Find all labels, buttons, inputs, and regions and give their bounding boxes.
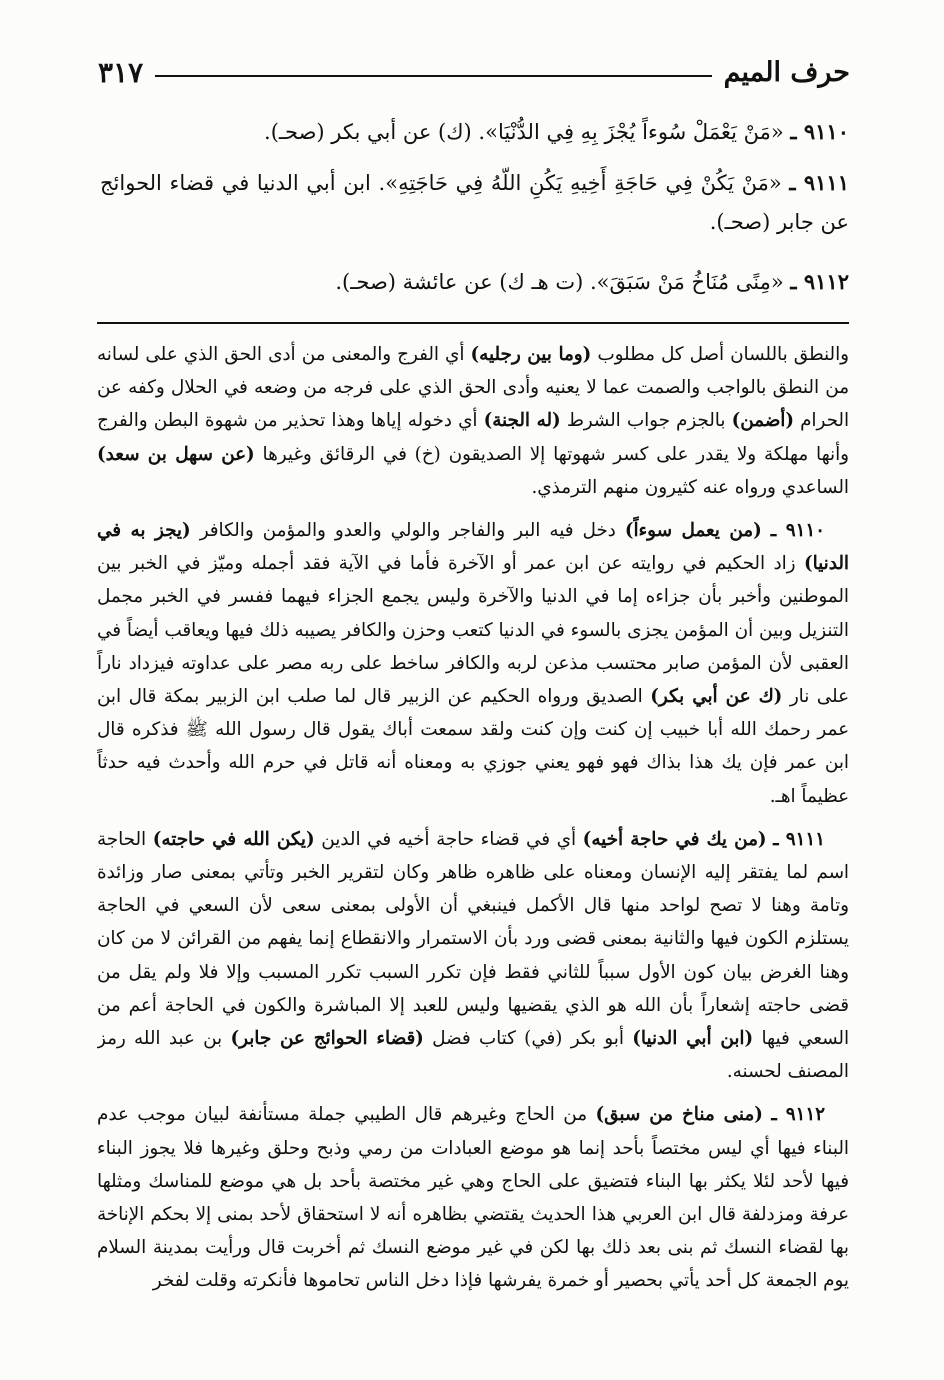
commentary-paragraph: [97, 514, 849, 813]
commentary-paragraph: [97, 1098, 849, 1297]
running-header: [98, 52, 850, 92]
hadith-number: ٩١١٢ ـ: [790, 269, 849, 294]
chapter-title: حرف الميم: [723, 56, 850, 88]
quoted-phrase: (يكن الله في حاجته): [152, 828, 315, 850]
commentary-number: ٩١١٢ ـ: [771, 1104, 825, 1126]
commentary-text: من الحاج وغيرهم قال الطيبي جملة مستأنفة لبيان موجب عدم البناء فيها أي ليس مختصاً بأحد إنما هو موضع العبادات من رمي وذبح وحلق وغيرها فلا يجوز البناء فيها لأحد لئلا يكثر بها البناء فتضيق على الحاج وهي غير مختصة بأحد بل هي موضع للمناسك ومثلها عرفة ومزدلفة قال ابن العربي هذا الحديث يقتضي بظاهره أنه لا استحقاق لأحد بمنى إلا بحكم الإناخة بها لقضاء النسك ثم بنى بعد ذلك بها لكن في غير موضع النسك ثم أخربت قال ورأيت بمدينة السلام يوم الجمعة كل أحد يأتي بحصير أو خمرة يفرشها فإذا دخل الناس تحاموها فأنكرته وقلت لفخر: [97, 1104, 849, 1292]
commentary: [97, 338, 849, 1310]
commentary-text: أي الفرج والمعنى من أدى الحق الذي على لسانه من النطق بالواجب والصمت عما لا يعنيه وأدى الحق الذي على فرجه من وضعه في الحلال وكفه عن الحرام: [97, 344, 849, 432]
commentary-text: والنطق باللسان أصل كل مطلوب: [597, 344, 849, 365]
commentary-text: الساعدي ورواه عنه كثيرون منهم الترمذي.: [531, 476, 849, 498]
commentary-text: أبو بكر (في) كتاب فضل: [432, 1028, 624, 1050]
hadith-text: «مَنْ يَعْمَلْ سُوءاً يُجْزَ بِهِ فِي الدُّنْيَا». (ك) عن أبي بكر (صحـ).: [264, 120, 784, 144]
quoted-phrase: (ابن أبي الدنيا): [632, 1028, 754, 1050]
hadith-number: ٩١١٠ ـ: [790, 119, 849, 144]
header-rule: [155, 75, 711, 77]
quoted-phrase: (أضمن): [731, 410, 794, 432]
hadith-9110: [100, 112, 849, 152]
hadith-text: «مَنْ يَكُنْ فِي حَاجَةِ أَخِيهِ يَكُنِ اللّهُ فِي حَاجَتِهِ». ابن أبي الدنيا في قضاء الحوائج عن جابر (صحـ).: [100, 171, 849, 234]
commentary-text: زاد الحكيم في روايته عن ابن عمر أو الآخرة فأما في الآية فقد أجمله وميّز في الخبر بين الموطنين وأخبر بأن جزاءه إما في الدنيا والآخرة وليس يجمع الجزاء فيهما ففسر في الخبر مجمل التنزيل وبين أن المؤمن يجزى بالسوء في الدنيا كتعب وحزن والكافر يصيبه ذلك فيها ويعاقب أيضاً في العقبى لأن المؤمن صابر محتسب مذعن لربه والكافر ساخط على ربه مصر على عداوته فيزداد ناراً على نار: [97, 553, 849, 708]
quoted-phrase: (عن سهل بن سعد): [97, 443, 255, 465]
quoted-phrase: (منى مناخ من سبق): [595, 1104, 763, 1126]
quoted-phrase: (ك عن أبي بكر): [650, 686, 783, 708]
hadith-number: ٩١١١ ـ: [789, 170, 849, 195]
commentary-text: أي في قضاء حاجة أخيه في الدين: [321, 828, 577, 850]
commentary-text: أي دخوله إياها وهذا تحذير من شهوة البطن والفرج وأنها مهلكة ولا يقدر على كسر شهوتها إلا الصديقون (خ) في الرقائق وغيرها: [97, 410, 849, 465]
commentary-number: ٩١١١ ـ: [773, 828, 825, 850]
commentary-paragraph: [97, 823, 849, 1089]
commentary-paragraph: [97, 338, 849, 504]
commentary-text: الحاجة اسم لما يفتقر إليه الإنسان ومعناه على ظاهره ظاهر وكان لتقرير الخبر وتأتي بمعنى صار وزائدة وتامة وهنا لا تصح لواحد منها قال الأكمل فينبغي أن الأولى بمعنى سعى لأن السعي في الحاجة يستلزم الكون فيها والثانية بمعنى قضى ورد بأن الاستمرار والانقطاع إنما يفهم من القرائن لا من كان وهنا الغرض بيان كون الأول سبباً للثاني فقط فإن تكرر السبب تكرر المسبب وإلا فلا ولم يقل من قضى حاجته إشعاراً بأن الله هو الذي يقضيها وليس للعبد إلا المباشرة والكون في الحاجة أعم من السعي فيها: [97, 828, 849, 1050]
page-number: ٣١٧: [98, 55, 144, 89]
quoted-phrase: (من يعمل سوءاً): [624, 520, 762, 542]
commentary-text: بن عبد الله رمز المصنف لحسنه.: [97, 1028, 849, 1083]
hadith-9112: [100, 262, 849, 302]
quoted-phrase: (له الجنة): [483, 410, 561, 432]
commentary-number: ٩١١٠ ـ: [770, 520, 825, 542]
quoted-phrase: (من يك في حاجة أخيه): [582, 828, 767, 850]
quoted-phrase: (قضاء الحوائج عن جابر): [230, 1028, 424, 1050]
quoted-phrase: (يجز به في الدنيا): [97, 520, 849, 575]
commentary-text: بالجزم جواب الشرط: [566, 410, 726, 432]
hadith-9111: [100, 163, 849, 242]
commentary-text: دخل فيه البر والفاجر والولي والعدو والمؤمن والكافر: [199, 520, 616, 542]
quoted-phrase: (وما بين رجليه): [470, 344, 592, 365]
footnote-divider: [97, 322, 849, 324]
hadith-text: «مِنًى مُنَاخُ مَنْ سَبَقَ». (ت هـ ك) عن عائشة (صحـ).: [335, 270, 784, 294]
commentary-text: الصديق ورواه الحكيم عن الزبير قال لما صلب ابن الزبير بمكة قال ابن عمر رحمك الله أبا خبيب إن كنت وإن كنت ولقد سمعت أباك يقول قال رسول الله ﷺ فذكره قال ابن عمر فإن يك هذا بذاك فهو فهو يعني جوزي به ومعناه أنه قاتل في حرم الله وأحدث فيه حدثاً عظيماً اهـ.: [97, 686, 849, 807]
